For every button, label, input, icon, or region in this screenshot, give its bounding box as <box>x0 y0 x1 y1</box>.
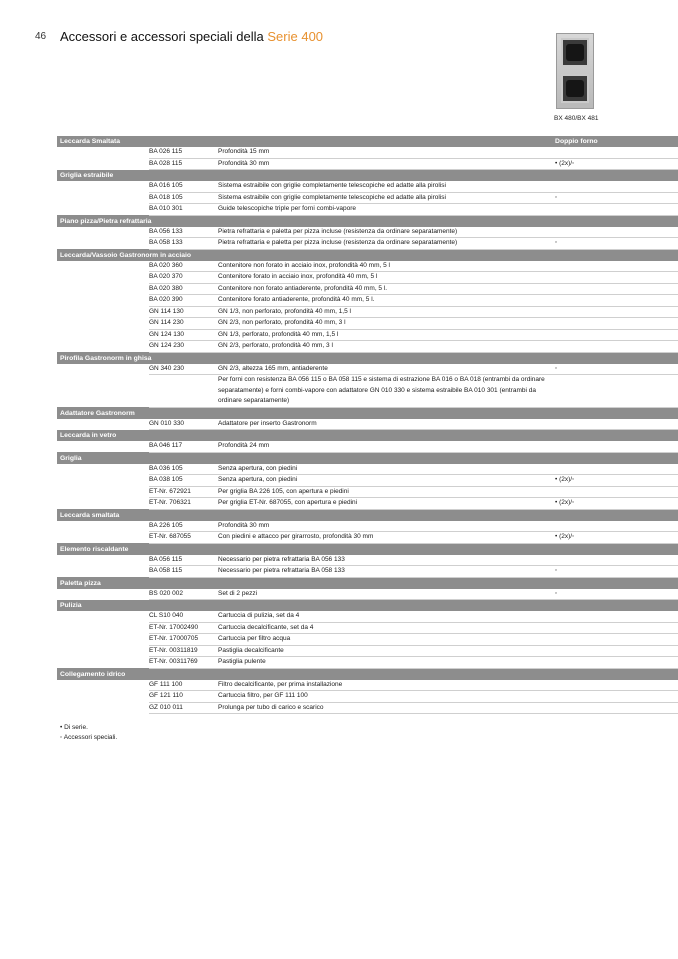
column-header-double-oven <box>555 509 678 521</box>
row-spacer <box>57 375 149 408</box>
double-oven-image <box>556 33 594 109</box>
page-number: 46 <box>35 31 47 42</box>
product-description: Con piedini e attacco per girarrosto, profondità 30 mm <box>217 532 555 544</box>
availability-mark <box>555 419 678 430</box>
product-description: Cartuccia di pulizia, set da 4 <box>217 611 555 622</box>
row-spacer <box>57 341 149 353</box>
product-code: CL S10 040 <box>149 611 217 622</box>
product-description: Necessario per pietra refrattaria BA 056 133 <box>217 555 555 566</box>
availability-mark: ◦ <box>555 566 678 578</box>
row-spacer <box>57 306 149 318</box>
product-description: Necessario per pietra refrattaria BA 058 133 <box>217 566 555 578</box>
product-description: Pietra refrattaria e paletta per pizza incluse (resistenza da ordinare separatamente) <box>217 227 555 238</box>
column-header-double-oven: Doppio forno <box>555 136 678 147</box>
availability-mark: • (2x)/◦ <box>555 158 678 170</box>
availability-mark <box>555 204 678 216</box>
section-title: Piano pizza/Pietra refrattaria <box>57 215 555 227</box>
table-row <box>57 702 678 714</box>
section-header <box>57 136 678 147</box>
table-row <box>57 147 678 158</box>
row-spacer <box>57 272 149 284</box>
product-description: Sistema estraibile con griglie completamente telescopiche ed adatte alla pirolisi <box>217 192 555 204</box>
column-header-double-oven <box>555 170 678 182</box>
row-spacer <box>57 657 149 669</box>
section-header <box>57 543 678 555</box>
availability-mark: • (2x)/◦ <box>555 475 678 487</box>
section-header <box>57 668 678 680</box>
table-row <box>57 329 678 341</box>
section-title: Leccarda in vetro <box>57 430 555 442</box>
availability-mark <box>555 272 678 284</box>
row-spacer <box>57 329 149 341</box>
table-row <box>57 158 678 170</box>
section-title: Griglia <box>57 452 555 464</box>
row-spacer <box>57 475 149 487</box>
availability-mark <box>555 634 678 646</box>
table-row <box>57 375 678 408</box>
product-description: GN 1/3, non perforato, profondità 40 mm, 1,5 l <box>217 306 555 318</box>
product-description: Pietra refrattaria e paletta per pizza incluse (resistenza da ordinare separatamente) <box>217 238 555 250</box>
product-description: GN 2/3, perforato, profondità 40 mm, 3 l <box>217 341 555 353</box>
product-description: Contenitore forato in acciaio inox, profondità 40 mm, 5 l <box>217 272 555 284</box>
table-row <box>57 419 678 430</box>
product-code: BA 046 117 <box>149 441 217 452</box>
availability-mark <box>555 181 678 192</box>
table-row <box>57 227 678 238</box>
row-spacer <box>57 486 149 498</box>
section-title: Paletta pizza <box>57 577 555 589</box>
availability-mark <box>555 657 678 669</box>
product-description: Cartuccia filtro, per GF 111 100 <box>217 691 555 703</box>
row-spacer <box>57 611 149 622</box>
product-code: BS 020 002 <box>149 589 217 600</box>
section-title: Collegamento idrico <box>57 668 555 680</box>
section-title: Pulizia <box>57 600 555 612</box>
product-code: BA 038 105 <box>149 475 217 487</box>
section-header <box>57 249 678 261</box>
table-row <box>57 341 678 353</box>
page-title-accent: Serie 400 <box>267 29 324 44</box>
table-row <box>57 521 678 532</box>
row-spacer <box>57 634 149 646</box>
product-description: Senza apertura, con piedini <box>217 475 555 487</box>
product-code: ET-Nr. 00311819 <box>149 645 217 657</box>
row-spacer <box>57 521 149 532</box>
table-row <box>57 464 678 475</box>
row-spacer <box>57 566 149 578</box>
section-title: Leccarda Smaltata <box>57 136 555 147</box>
table-row <box>57 634 678 646</box>
product-code: BA 016 105 <box>149 181 217 192</box>
row-spacer <box>57 238 149 250</box>
table-row <box>57 555 678 566</box>
availability-mark <box>555 622 678 634</box>
row-spacer <box>57 158 149 170</box>
product-description: Contenitore forato antiaderente, profondità 40 mm, 5 l. <box>217 295 555 307</box>
row-spacer <box>57 691 149 703</box>
availability-mark: ◦ <box>555 364 678 375</box>
product-code: GN 124 230 <box>149 341 217 353</box>
section-title: Pirofila Gastronorm in ghisa <box>57 352 555 364</box>
availability-mark <box>555 283 678 295</box>
section-title: Adattatore Gastronorm <box>57 407 555 419</box>
table-row <box>57 441 678 452</box>
product-code <box>149 375 217 408</box>
availability-mark <box>555 147 678 158</box>
table-row <box>57 498 678 510</box>
column-header-double-oven <box>555 249 678 261</box>
product-code: ET-Nr. 706321 <box>149 498 217 510</box>
availability-mark: • (2x)/◦ <box>555 498 678 510</box>
availability-mark <box>555 295 678 307</box>
product-description: Profondità 15 mm <box>217 147 555 158</box>
column-header-double-oven <box>555 407 678 419</box>
product-description: Profondità 24 mm <box>217 441 555 452</box>
column-header-double-oven <box>555 352 678 364</box>
product-code: BA 010 301 <box>149 204 217 216</box>
product-code: BA 028 115 <box>149 158 217 170</box>
availability-mark <box>555 329 678 341</box>
footnote-optional: ◦ Accessori speciali. <box>60 734 118 741</box>
availability-mark <box>555 375 678 408</box>
row-spacer <box>57 419 149 430</box>
footnotes <box>60 723 117 743</box>
product-code: BA 020 390 <box>149 295 217 307</box>
row-spacer <box>57 622 149 634</box>
section-header <box>57 215 678 227</box>
product-code: BA 026 115 <box>149 147 217 158</box>
product-code: ET-Nr. 00311769 <box>149 657 217 669</box>
section-title: Griglia estraibile <box>57 170 555 182</box>
table-row <box>57 318 678 330</box>
product-description: Per griglia ET-Nr. 687055, con apertura e piedini <box>217 498 555 510</box>
column-header-double-oven <box>555 668 678 680</box>
product-code: ET-Nr. 687055 <box>149 532 217 544</box>
table-row <box>57 611 678 622</box>
product-description: Filtro decalcificante, per prima installazione <box>217 680 555 691</box>
availability-mark: • (2x)/◦ <box>555 532 678 544</box>
row-spacer <box>57 261 149 272</box>
column-header-double-oven <box>555 543 678 555</box>
table-row <box>57 680 678 691</box>
table-row <box>57 622 678 634</box>
row-spacer <box>57 318 149 330</box>
product-description: Cartuccia decalcificante, set da 4 <box>217 622 555 634</box>
table-row <box>57 566 678 578</box>
section-header <box>57 509 678 521</box>
table-row <box>57 691 678 703</box>
row-spacer <box>57 364 149 375</box>
product-description: Profondità 30 mm <box>217 521 555 532</box>
product-description: GN 1/3, perforato, profondità 40 mm, 1,5 l <box>217 329 555 341</box>
section-header <box>57 407 678 419</box>
availability-mark <box>555 227 678 238</box>
table-row <box>57 192 678 204</box>
row-spacer <box>57 181 149 192</box>
section-title: Leccarda/Vassoio Gastronorm in acciaio <box>57 249 555 261</box>
availability-mark: ◦ <box>555 589 678 600</box>
availability-mark <box>555 306 678 318</box>
product-code: ET-Nr. 672921 <box>149 486 217 498</box>
row-spacer <box>57 532 149 544</box>
row-spacer <box>57 702 149 714</box>
footnote-standard: • Di serie. <box>60 724 88 731</box>
section-header <box>57 577 678 589</box>
availability-mark <box>555 441 678 452</box>
row-spacer <box>57 204 149 216</box>
product-description: GN 2/3, non perforato, profondità 40 mm, 3 l <box>217 318 555 330</box>
row-spacer <box>57 498 149 510</box>
table-row <box>57 238 678 250</box>
row-spacer <box>57 464 149 475</box>
product-code: ET-Nr. 17000705 <box>149 634 217 646</box>
product-description: Pastiglia pulente <box>217 657 555 669</box>
row-spacer <box>57 589 149 600</box>
product-code: BA 226 105 <box>149 521 217 532</box>
column-header-double-oven <box>555 430 678 442</box>
availability-mark: ◦ <box>555 192 678 204</box>
row-spacer <box>57 283 149 295</box>
section-title: Leccarda smaltata <box>57 509 555 521</box>
availability-mark <box>555 261 678 272</box>
section-header <box>57 452 678 464</box>
row-spacer <box>57 147 149 158</box>
table-row <box>57 295 678 307</box>
page-title <box>60 29 323 44</box>
row-spacer <box>57 441 149 452</box>
product-code: BA 058 115 <box>149 566 217 578</box>
product-code: GN 340 230 <box>149 364 217 375</box>
upper-oven-door <box>561 38 589 67</box>
table-row <box>57 657 678 669</box>
row-spacer <box>57 555 149 566</box>
table-row <box>57 261 678 272</box>
availability-mark <box>555 702 678 714</box>
product-code: BA 020 380 <box>149 283 217 295</box>
row-spacer <box>57 645 149 657</box>
product-description: Contenitore non forato in acciaio inox, profondità 40 mm, 5 l <box>217 261 555 272</box>
availability-mark <box>555 318 678 330</box>
product-description: Set di 2 pezzi <box>217 589 555 600</box>
section-header <box>57 600 678 612</box>
availability-mark <box>555 611 678 622</box>
section-title: Elemento riscaldante <box>57 543 555 555</box>
table-row <box>57 306 678 318</box>
table-row <box>57 645 678 657</box>
product-code: BA 056 115 <box>149 555 217 566</box>
product-description: Sistema estraibile con griglie completamente telescopiche ed adatte alla pirolisi <box>217 181 555 192</box>
product-description: Profondità 30 mm <box>217 158 555 170</box>
availability-mark <box>555 464 678 475</box>
product-code: BA 058 133 <box>149 238 217 250</box>
column-header-double-oven <box>555 577 678 589</box>
section-header <box>57 352 678 364</box>
table-row <box>57 475 678 487</box>
availability-mark <box>555 521 678 532</box>
section-header <box>57 430 678 442</box>
table-row <box>57 204 678 216</box>
column-header-double-oven <box>555 600 678 612</box>
availability-mark <box>555 680 678 691</box>
product-code: GF 121 110 <box>149 691 217 703</box>
model-label: BX 480/BX 481 <box>554 115 599 122</box>
product-code: BA 018 105 <box>149 192 217 204</box>
page-title-text: Accessori e accessori speciali della <box>60 29 264 44</box>
product-code: BA 036 105 <box>149 464 217 475</box>
product-code: GZ 010 011 <box>149 702 217 714</box>
section-header <box>57 170 678 182</box>
table-row <box>57 486 678 498</box>
table-row <box>57 283 678 295</box>
product-description: Pastiglia decalcificante <box>217 645 555 657</box>
product-description: Senza apertura, con piedini <box>217 464 555 475</box>
table-row <box>57 532 678 544</box>
column-header-double-oven <box>555 452 678 464</box>
column-header-double-oven <box>555 215 678 227</box>
availability-mark: ◦ <box>555 238 678 250</box>
availability-mark <box>555 486 678 498</box>
table-row <box>57 364 678 375</box>
row-spacer <box>57 295 149 307</box>
availability-mark <box>555 341 678 353</box>
product-code: BA 020 360 <box>149 261 217 272</box>
accessories-table <box>57 136 678 714</box>
product-description: Per griglia BA 226 105, con apertura e piedini <box>217 486 555 498</box>
table-row <box>57 181 678 192</box>
product-code: GN 010 330 <box>149 419 217 430</box>
product-code: BA 056 133 <box>149 227 217 238</box>
product-description: Per forni con resistenza BA 056 115 o BA 058 115 e sistema di estrazione BA 016 o BA 018 (entrambi da ordinare separatamente) e forni combi-vapore con adattatore GN 010 330 e sistema estraibile BA 010 301 (entrambi da ordinare separatamente) <box>217 375 555 408</box>
availability-mark <box>555 645 678 657</box>
product-description: Cartuccia per filtro acqua <box>217 634 555 646</box>
row-spacer <box>57 192 149 204</box>
product-description: Guide telescopiche triple per forni combi-vapore <box>217 204 555 216</box>
row-spacer <box>57 227 149 238</box>
row-spacer <box>57 680 149 691</box>
product-code: GN 114 230 <box>149 318 217 330</box>
availability-mark <box>555 555 678 566</box>
product-code: BA 020 370 <box>149 272 217 284</box>
availability-mark <box>555 691 678 703</box>
product-code: ET-Nr. 17002490 <box>149 622 217 634</box>
table-row <box>57 272 678 284</box>
product-code: GN 114 130 <box>149 306 217 318</box>
table-row <box>57 589 678 600</box>
product-description: GN 2/3, altezza 165 mm, antiaderente <box>217 364 555 375</box>
product-description: Contenitore non forato antiaderente, profondità 40 mm, 5 l. <box>217 283 555 295</box>
product-code: GF 111 100 <box>149 680 217 691</box>
lower-oven-door <box>561 74 589 103</box>
product-description: Adattatore per inserto Gastronorm <box>217 419 555 430</box>
product-code: GN 124 130 <box>149 329 217 341</box>
product-description: Prolunga per tubo di carico e scarico <box>217 702 555 714</box>
